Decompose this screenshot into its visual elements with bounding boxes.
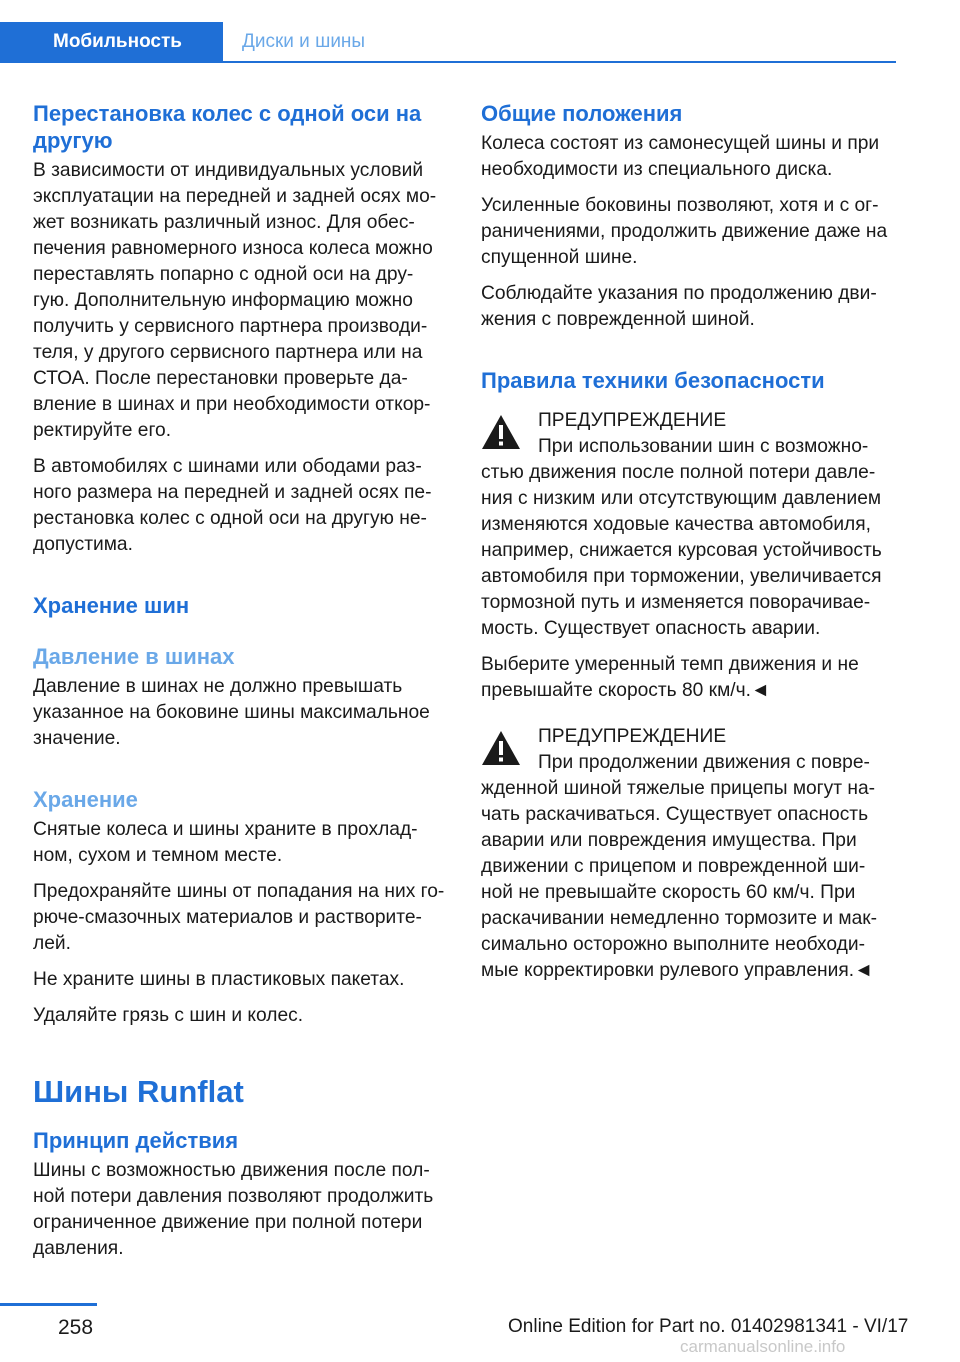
warning-1-title: ПРЕДУПРЕЖДЕНИЕ xyxy=(538,410,727,431)
warning-triangle-icon xyxy=(481,730,521,766)
text-line: давления. xyxy=(33,1238,124,1259)
text-line: изменяются ходовые качества автомобиля, xyxy=(481,514,871,535)
chapter-title-runflat: Шины Runflat xyxy=(33,1074,244,1109)
warning-triangle-icon xyxy=(481,414,521,450)
text-line: ной не превышайте скорость 60 км/ч. При xyxy=(481,882,856,903)
text-line: рюче-смазочных материалов и растворите- xyxy=(33,907,422,928)
text-line: ректируйте его. xyxy=(33,420,172,441)
text-line: В автомобилях с шинами или ободами раз- xyxy=(33,456,422,477)
text-line: получить у сервисного партнера производи- xyxy=(33,316,428,337)
rotation-title-line-1: Перестановка колес с одной оси на xyxy=(33,101,422,126)
text-line: жения с поврежденной шиной. xyxy=(481,309,755,330)
text-line: ния с низким или отсутствующим давлением xyxy=(481,488,882,509)
text-line: указанное на боковине шины максимальное xyxy=(33,702,430,723)
text-line: например, снижается курсовая устойчивость xyxy=(481,540,882,561)
text-line: движении с прицепом и поврежденной ши- xyxy=(481,856,866,877)
text-line: Не храните шины в пластиковых пакетах. xyxy=(33,969,405,990)
text-line: необходимости из специального диска. xyxy=(481,159,833,180)
pressure-paragraph xyxy=(33,674,451,752)
text-line: чать раскачиваться. Существует опасность xyxy=(481,804,869,825)
text-line: Предохраняйте шины от попадания на них го- xyxy=(33,881,445,902)
page-header xyxy=(0,0,960,64)
text-line: ной потери давления позволяют продолжить xyxy=(33,1186,434,1207)
text-line: стью движения после полной потери давле- xyxy=(481,462,876,483)
tab-mobility[interactable]: Мобильность xyxy=(0,22,223,62)
section-title-principle: Принцип действия xyxy=(33,1128,239,1153)
warning-2-first-line: При продолжении движения с повре- xyxy=(538,752,870,773)
text-line: спущенной шине. xyxy=(481,247,638,268)
rotation-paragraph-1 xyxy=(33,158,451,444)
text-line: ном, сухом и темном месте. xyxy=(33,845,283,866)
text-line: мые корректировки рулевого управления.◄ xyxy=(481,960,874,981)
text-line: теля, у другого сервисного партнера или на xyxy=(33,342,423,363)
tab-wheels-tires[interactable]: Диски и шины xyxy=(242,31,366,52)
text-line: переставлять попарно с одной оси на дру- xyxy=(33,264,414,285)
text-line: Выберите умеренный темп движения и не xyxy=(481,654,859,675)
text-line: допустима. xyxy=(33,534,133,555)
warning-block-2 xyxy=(481,724,896,984)
text-line: эксплуатации на передней и задней осях мо- xyxy=(33,186,437,207)
text-line: ного размера на передней и задней осях пе- xyxy=(33,482,432,503)
text-line: В зависимости от индивидуальных условий xyxy=(33,160,424,181)
text-line: раничениями, продолжить движение даже на xyxy=(481,221,888,242)
section-title-storage: Хранение шин xyxy=(33,593,190,618)
general-paragraph-1 xyxy=(481,131,896,183)
text-line: СТОА. После перестановки проверьте да- xyxy=(33,368,408,389)
subsection-title-pressure: Давление в шинах xyxy=(33,644,235,669)
text-line: ограниченное движение при полной потери xyxy=(33,1212,423,1233)
rotation-paragraph-2 xyxy=(33,454,451,558)
text-line: Шины с возможностью движения после пол- xyxy=(33,1160,430,1181)
subsection-title-storing: Хранение xyxy=(33,787,138,812)
text-line: Давление в шинах не должно превышать xyxy=(33,676,403,697)
text-line: раскачивании немедленно тормозите и мак- xyxy=(481,908,878,929)
warning-1-text xyxy=(481,460,896,642)
rotation-title-line-2: другую xyxy=(33,128,113,153)
text-line: автомобиля при торможении, увеличивается xyxy=(481,566,882,587)
watermark: carmanualsonline.info xyxy=(680,1337,846,1356)
text-line: мость. Существует опасность аварии. xyxy=(481,618,821,639)
warning-2-title: ПРЕДУПРЕЖДЕНИЕ xyxy=(538,726,727,747)
text-line: Соблюдайте указания по продолжению дви- xyxy=(481,283,877,304)
warning-block-1 xyxy=(481,408,896,704)
general-paragraph-3 xyxy=(481,281,896,333)
left-column xyxy=(33,100,451,1262)
page-number: 258 xyxy=(58,1316,94,1339)
footer-divider xyxy=(0,1303,97,1306)
text-line: рестановка колес с одной оси на другую не- xyxy=(33,508,427,529)
text-line: значение. xyxy=(33,728,121,749)
text-line: вление в шинах и при необходимости откор- xyxy=(33,394,431,415)
text-line: жденной шиной тяжелые прицепы могут на- xyxy=(481,778,876,799)
storing-paragraph-1 xyxy=(33,817,451,869)
right-column xyxy=(481,100,896,984)
warning-2-text xyxy=(481,776,896,984)
edition-info: Online Edition for Part no. 01402981341 - VI/17 xyxy=(508,1316,909,1337)
text-line: превышайте скорость 80 км/ч.◄ xyxy=(481,680,770,701)
warning-1-first-line: При использовании шин с возможно- xyxy=(538,436,869,457)
section-title-safety: Правила техники безопасности xyxy=(481,368,825,393)
text-line: Удаляйте грязь с шин и колес. xyxy=(33,1005,304,1026)
warning-1-advice xyxy=(481,652,896,704)
text-line: Колеса состоят из самонесущей шины и при xyxy=(481,133,880,154)
text-line: Снятые колеса и шины храните в прохлад- xyxy=(33,819,418,840)
text-line: печения равномерного износа колеса можно xyxy=(33,238,433,259)
text-line: лей. xyxy=(33,933,71,954)
text-line: жет возникать различный износ. Для обес- xyxy=(33,212,415,233)
storing-paragraph-3 xyxy=(33,967,451,993)
general-paragraph-2 xyxy=(481,193,896,271)
text-line: Усиленные боковины позволяют, хотя и с ог- xyxy=(481,195,879,216)
text-line: симально осторожно выполните необходи- xyxy=(481,934,865,955)
text-line: гую. Дополнительную информацию можно xyxy=(33,290,413,311)
storing-paragraph-2 xyxy=(33,879,451,957)
text-line: тормозной путь и изменяется поворачивае- xyxy=(481,592,871,613)
section-title-general: Общие положения xyxy=(481,101,683,126)
header-divider xyxy=(0,61,896,63)
text-line: аварии или повреждения имущества. При xyxy=(481,830,857,851)
principle-paragraph xyxy=(33,1158,451,1262)
section-title-rotation xyxy=(33,100,451,154)
storing-paragraph-4 xyxy=(33,1003,451,1029)
